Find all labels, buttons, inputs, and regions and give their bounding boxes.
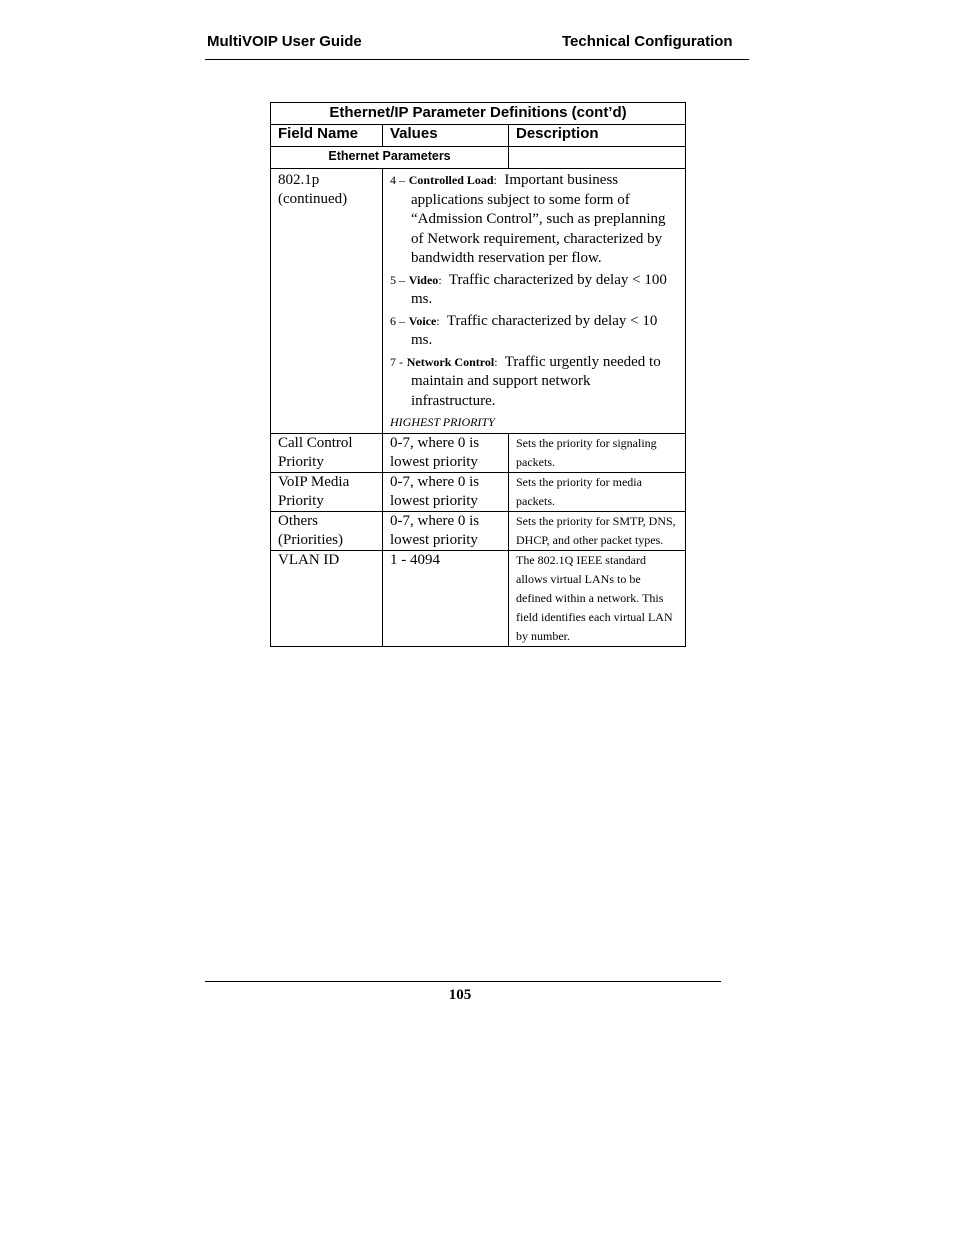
- priority-item: 4 – Controlled Load: Important business applications subject to some form of “Admission Control”, such as preplanning of Network requirement, characterized by bandwidth reservation per flow.: [390, 172, 666, 266]
- column-header-field-name: Field Name: [271, 125, 383, 147]
- field-description: Sets the priority for signaling packets.: [509, 434, 686, 473]
- header-guide-title: MultiVOIP User Guide: [207, 33, 362, 50]
- table-row-8021p: [271, 169, 686, 434]
- footer-rule: [205, 981, 721, 982]
- field-values: 0-7, where 0 is lowest priority: [383, 473, 509, 512]
- field-description: Sets the priority for SMTP, DNS, DHCP, and other packet types.: [509, 512, 686, 551]
- priority-item: 5 – Video: Traffic characterized by delay < 100 ms.: [390, 271, 667, 307]
- table-caption-row: [271, 103, 686, 125]
- field-name: Others (Priorities): [271, 512, 383, 551]
- page-number: 105: [448, 987, 472, 1003]
- parameter-definitions-table: [270, 102, 686, 647]
- section-empty-cell: [509, 147, 686, 169]
- header-section-title: Technical Configuration: [562, 33, 733, 50]
- priority-item: 6 – Voice: Traffic characterized by delay < 10 ms.: [390, 312, 658, 348]
- column-header-values: Values: [383, 125, 509, 147]
- field-name-8021p: 802.1p (continued): [271, 169, 383, 434]
- field-name: VoIP Media Priority: [271, 473, 383, 512]
- priority-item: 7 - Network Control: Traffic urgently needed to maintain and support network infrastructure.: [390, 353, 661, 409]
- section-row: [271, 147, 686, 169]
- header-rule: [205, 59, 749, 60]
- table-row: [271, 551, 686, 647]
- field-values: 0-7, where 0 is lowest priority: [383, 434, 509, 473]
- section-label: Ethernet Parameters: [271, 147, 509, 169]
- table-row: [271, 473, 686, 512]
- field-description: Sets the priority for media packets.: [509, 473, 686, 512]
- field-description: The 802.1Q IEEE standard allows virtual LANs to be defined within a network. This field identifies each virtual LAN by number.: [509, 551, 686, 647]
- table-row: [271, 512, 686, 551]
- highest-priority-note: HIGHEST PRIORITY: [390, 415, 495, 429]
- priority-list: [383, 169, 686, 434]
- field-values: 0-7, where 0 is lowest priority: [383, 512, 509, 551]
- table-caption: Ethernet/IP Parameter Definitions (cont’d): [271, 103, 686, 125]
- field-name: Call Control Priority: [271, 434, 383, 473]
- column-header-description: Description: [509, 125, 686, 147]
- table-row: [271, 434, 686, 473]
- field-name: VLAN ID: [271, 551, 383, 647]
- field-values: 1 - 4094: [383, 551, 509, 647]
- column-header-row: [271, 125, 686, 147]
